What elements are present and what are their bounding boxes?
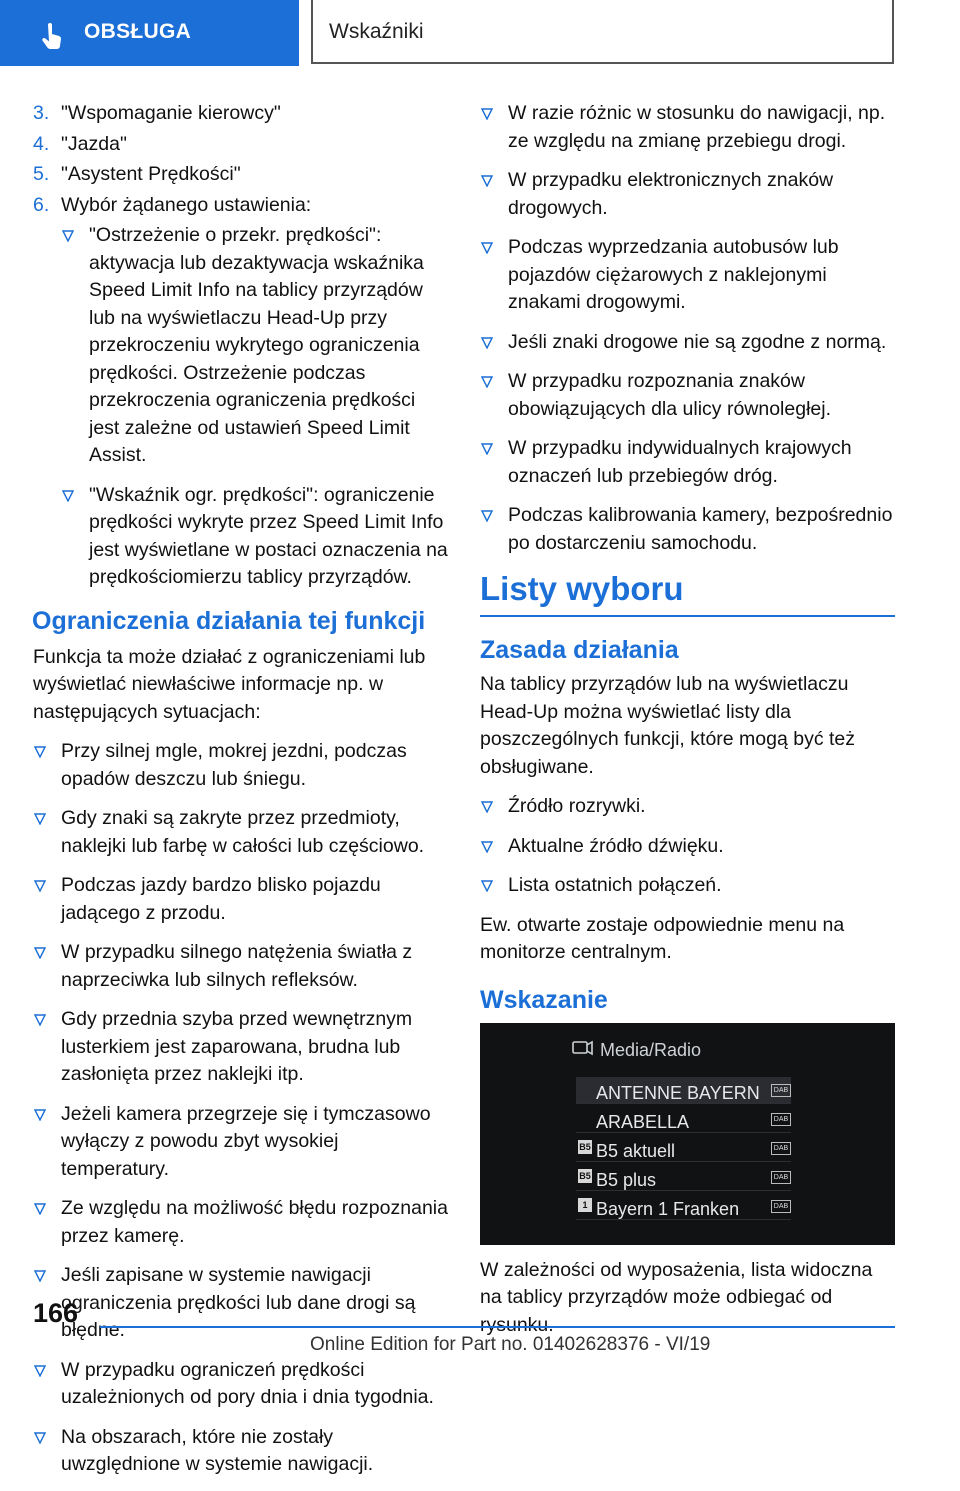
dab-badge: DAB <box>771 1142 791 1155</box>
bullet-triangle-icon <box>34 1109 46 1121</box>
bullet-triangle-icon <box>34 947 46 959</box>
bullet-triangle-icon <box>34 746 46 758</box>
bullet-item <box>480 167 895 222</box>
bullet-item <box>480 329 895 357</box>
bullet-item <box>480 833 895 861</box>
bullet-text: W przypadku indywidualnych krajowych oznaczeń lub przebiegów dróg. <box>508 437 852 487</box>
step-sub-bullets <box>61 222 449 592</box>
dab-badge: DAB <box>771 1113 791 1126</box>
media-radio-screenshot <box>480 1023 895 1245</box>
station-row <box>576 1193 791 1220</box>
step-item <box>33 100 449 128</box>
principle-text: Na tablicy przyrządów lub na wyświetlaczu Head-Up można wyświetlać listy dla poszczególnych funkcji, które mogą być też obsługiwane. <box>480 673 856 778</box>
bullet-text: Lista ostatnich połączeń. <box>508 874 722 896</box>
station-logo: 1 <box>578 1198 592 1212</box>
bullet-item <box>480 872 895 900</box>
bullet-triangle-icon <box>481 376 493 388</box>
bullet-text: Źródło rozrywki. <box>508 795 646 817</box>
step-item <box>33 131 449 159</box>
station-label: B5 aktuell <box>596 1140 676 1161</box>
station-logo: B5 <box>579 1170 591 1181</box>
bullet-text: W przypadku rozpoznania znaków obowiązujących dla ulicy równoległej. <box>508 370 832 420</box>
lists-heading: Listy wyboru <box>480 570 684 607</box>
bullet-text: Ze względu na możliwość błędu rozpoznania przez kamerę. <box>61 1197 448 1247</box>
bullet-item <box>33 939 449 994</box>
page-header <box>0 0 960 66</box>
bullet-text: W przypadku silnego natężenia światła z naprzeciwka lub silnych refleksów. <box>61 941 413 991</box>
bullet-marker <box>480 368 508 423</box>
bullet-triangle-icon <box>34 1432 46 1444</box>
bullet-triangle-icon <box>34 1365 46 1377</box>
bullet-marker <box>33 1357 61 1412</box>
bullet-marker <box>33 1424 61 1479</box>
heading-rule <box>480 615 895 617</box>
bullet-item <box>480 368 895 423</box>
bullet-triangle-icon <box>481 801 493 813</box>
section-label: OBSŁUGA <box>84 20 192 43</box>
step-text: "Wspomaganie kierowcy" <box>61 102 281 124</box>
bullet-triangle-icon <box>481 510 493 522</box>
bullet-item <box>33 872 449 927</box>
image-caption: W zależności od wyposażenia, lista widoczna na tablicy przyrządów może odbiegać od rysunku. <box>480 1258 873 1336</box>
screen-title: Media/Radio <box>600 1039 702 1060</box>
bullet-text: "Wskaźnik ogr. prędkości": ograniczenie prędkości wykryte przez Speed Limit Info jest wyświetlane w postaci oznaczenia na prędkościomierzu tablicy przyrządów. <box>89 483 448 588</box>
dab-badge: DAB <box>771 1171 791 1184</box>
section-tab[interactable] <box>0 0 299 66</box>
bullet-item <box>480 793 895 821</box>
bullet-triangle-icon <box>481 108 493 120</box>
station-row <box>576 1135 791 1162</box>
bullet-item <box>33 1262 449 1345</box>
bullet-text: "Ostrzeżenie o przekr. prędkości": aktywacja lub dezaktywacja wskaźnika Speed Limit Info na tablicy przyrządów lub na wyświetlaczu Head-Up przy przekroczeniu wykrytego ograniczenia prędkości. Ostrzeżenie podczas przekroczenia ograniczenia prędkości jest zależne od ustawień Speed Limit Assist. <box>89 224 424 466</box>
bullet-text: Przy silnej mgle, mokrej jezdni, podczas opadów deszczu lub śniegu. <box>61 740 407 790</box>
bullet-marker <box>33 1101 61 1184</box>
step-number: 6. <box>33 193 50 216</box>
bullet-item <box>480 435 895 490</box>
station-label: ARABELLA <box>596 1111 690 1132</box>
station-label: ANTENNE BAYERN <box>596 1082 760 1103</box>
bullet-triangle-icon <box>481 337 493 349</box>
bullet-marker <box>480 435 508 490</box>
step-item <box>33 161 449 189</box>
breadcrumb <box>311 0 894 64</box>
step-text: "Jazda" <box>61 132 127 155</box>
bullet-marker <box>33 738 61 793</box>
bullet-text: Jeśli zapisane w systemie nawigacji ograniczenia prędkości lub dane drogi są błędne. <box>61 1264 416 1341</box>
bullet-marker <box>480 793 508 821</box>
bullet-item <box>33 1101 449 1184</box>
bullet-triangle-icon <box>34 1014 46 1026</box>
touch-hand-icon <box>40 23 64 49</box>
display-heading: Wskazanie <box>480 985 608 1014</box>
bullet-marker <box>61 482 89 592</box>
bullet-text: W przypadku ograniczeń prędkości uzależnionych od pory dnia i dnia tygodnia. <box>61 1358 434 1408</box>
bullet-item <box>33 1424 449 1479</box>
station-label: Bayern 1 Franken <box>596 1198 740 1219</box>
step-text: Wybór żądanego ustawienia: <box>61 193 312 216</box>
bullet-text: W razie różnic w stosunku do nawigacji, np. ze względu na zmianę przebiegu drogi. <box>508 102 886 152</box>
bullet-marker <box>61 222 89 470</box>
bullet-text: Na obszarach, które nie zostały uwzględnione w systemie nawigacji. <box>61 1425 374 1475</box>
bullet-triangle-icon <box>34 813 46 825</box>
bullet-text: Gdy znaki są zakryte przez przedmioty, naklejki lub farbę w całości lub częściowo. <box>61 807 425 857</box>
breadcrumb-label: Wskaźniki <box>329 20 424 43</box>
bullet-marker <box>480 167 508 222</box>
step-number: 5. <box>33 163 50 185</box>
bullet-text: W przypadku elektronicznych znaków drogowych. <box>508 169 834 219</box>
station-row <box>576 1077 791 1104</box>
left-column <box>33 100 449 1491</box>
step-text: "Asystent Prędkości" <box>61 163 241 185</box>
bullet-marker <box>480 329 508 357</box>
bullet-marker <box>480 502 508 557</box>
bullet-item <box>480 100 895 155</box>
bullet-item <box>480 234 895 317</box>
bullet-item <box>33 805 449 860</box>
bullet-item <box>61 482 449 592</box>
bullet-triangle-icon <box>481 841 493 853</box>
bullet-item <box>33 738 449 793</box>
bullet-triangle-icon <box>62 490 74 502</box>
bullet-text: Gdy przednia szyba przed wewnętrznym lusterkiem jest zaparowana, brudna lub zasłonięta przez naklejki itp. <box>61 1008 413 1085</box>
bullet-text: Podczas jazdy bardzo blisko pojazdu jadącego z przodu. <box>61 874 381 924</box>
bullet-marker <box>480 833 508 861</box>
dab-badge: DAB <box>771 1084 791 1097</box>
principle-after: Ew. otwarte zostaje odpowiednie menu na monitorze centralnym. <box>480 913 845 963</box>
bullet-triangle-icon <box>481 443 493 455</box>
step-list <box>33 100 449 219</box>
bullet-triangle-icon <box>34 1203 46 1215</box>
bullet-text: Podczas kalibrowania kamery, bezpośrednio po dostarczeniu samochodu. <box>508 504 893 554</box>
step-number: 3. <box>33 102 50 124</box>
bullet-triangle-icon <box>34 1270 46 1282</box>
bullet-text: Podczas wyprzedzania autobusów lub pojazdów ciężarowych z naklejonymi znakami drogowymi. <box>508 236 839 313</box>
station-label: B5 plus <box>596 1169 657 1190</box>
limits-bullet-list <box>33 738 449 1479</box>
bullet-triangle-icon <box>34 880 46 892</box>
principle-heading: Zasada działania <box>480 636 679 664</box>
bullet-marker <box>33 939 61 994</box>
step-number: 4. <box>33 132 50 155</box>
step-item <box>33 192 449 220</box>
dab-badge: DAB <box>771 1200 791 1213</box>
footer-rule <box>100 1326 895 1328</box>
principle-bullet-list <box>480 793 895 900</box>
bullet-triangle-icon <box>481 880 493 892</box>
right-column <box>480 100 895 1351</box>
edition-note: Online Edition for Part no. 01402628376 - VI/19 <box>310 1334 711 1355</box>
bullet-marker <box>480 872 508 900</box>
bullet-marker <box>480 234 508 317</box>
bullet-text: Jeśli znaki drogowe nie są zgodne z normą. <box>508 330 887 353</box>
limits-bullet-list-cont <box>480 100 895 557</box>
station-row <box>576 1164 791 1191</box>
bullet-triangle-icon <box>62 230 74 242</box>
bullet-marker <box>480 100 508 155</box>
bullet-marker <box>33 1195 61 1250</box>
bullet-marker <box>33 805 61 860</box>
bullet-item <box>33 1006 449 1089</box>
bullet-marker <box>33 872 61 927</box>
limits-intro: Funkcja ta może działać z ograniczeniami lub wyświetlać niewłaściwe informacje np. w następujących sytuacjach: <box>33 645 426 723</box>
station-row <box>576 1106 791 1133</box>
bullet-item <box>33 1195 449 1250</box>
bullet-text: Aktualne źródło dźwięku. <box>508 834 724 857</box>
bullet-marker <box>33 1006 61 1089</box>
bullet-item <box>33 1357 449 1412</box>
bullet-triangle-icon <box>481 175 493 187</box>
page-number: 166 <box>33 1298 79 1328</box>
bullet-triangle-icon <box>481 242 493 254</box>
bullet-item <box>61 222 449 470</box>
limits-heading: Ograniczenia działania tej funkcji <box>32 606 426 635</box>
bullet-item <box>480 502 895 557</box>
media-icon <box>572 1039 594 1057</box>
station-logo: B5 <box>579 1141 591 1152</box>
bullet-text: Jeżeli kamera przegrzeje się i tymczasowo wyłączy z powodu zbyt wysokiej temperatury. <box>61 1102 431 1180</box>
